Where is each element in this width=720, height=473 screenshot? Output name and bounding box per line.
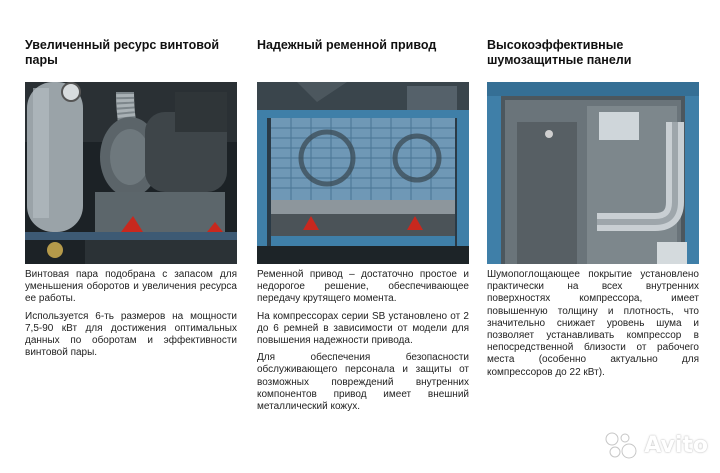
description-paragraph: Шумопоглощающее покрытие установлено практически на всех внутренних поверхностях компрессора, имеет повышенную толщину и плотность, что значительно снижает уровень шума и позволяет устанавливать компрессор в непосредственной близости от рабочего места (особенно актуально для компрессоров до 22 кВт). [487, 269, 699, 378]
feature-column-noise [487, 38, 699, 378]
description-paragraph: Ременной привод – достаточно простое и недорогое решение, обеспечивающее передачу крутящего момента. [257, 269, 469, 305]
screw-pair-illustration [25, 82, 237, 264]
feature-heading: Надежный ременной привод [257, 38, 437, 52]
feature-description [487, 269, 699, 384]
feature-heading: Увеличенный ресурс винтовой пары [25, 38, 220, 67]
noise-panel-photo [487, 82, 699, 264]
description-paragraph: Винтовая пара подобрана с запасом для уменьшения оборотов и увеличения ресурса ее работы. [25, 269, 237, 305]
avito-watermark-text: Avito [644, 432, 708, 458]
screw-pair-photo [25, 82, 237, 264]
feature-description [257, 269, 469, 418]
description-paragraph: Для обеспечения безопасности обслуживающего персонала и защиты от возможных повреждений внутренних компонентов привод имеет внешний металлический кожух. [257, 352, 469, 413]
feature-heading: Высокоэффективные шумозащитные панели [487, 38, 632, 67]
avito-logo-icon [603, 431, 639, 459]
avito-watermark [603, 431, 708, 459]
belt-drive-illustration [257, 82, 469, 264]
noise-panel-illustration [487, 82, 699, 264]
feature-column-belt [257, 38, 469, 413]
feature-description [25, 269, 237, 364]
description-paragraph: Используется 6-ть размеров на мощности 7,5-90 кВт для достижения оптимальных данных по оборотам и эффективности винтовой пары. [25, 310, 237, 359]
feature-column-screw [25, 38, 237, 359]
description-paragraph: На компрессорах серии SB установлено от 2 до 6 ремней в зависимости от модели для повышения надежности привода. [257, 310, 469, 347]
belt-drive-photo [257, 82, 469, 264]
